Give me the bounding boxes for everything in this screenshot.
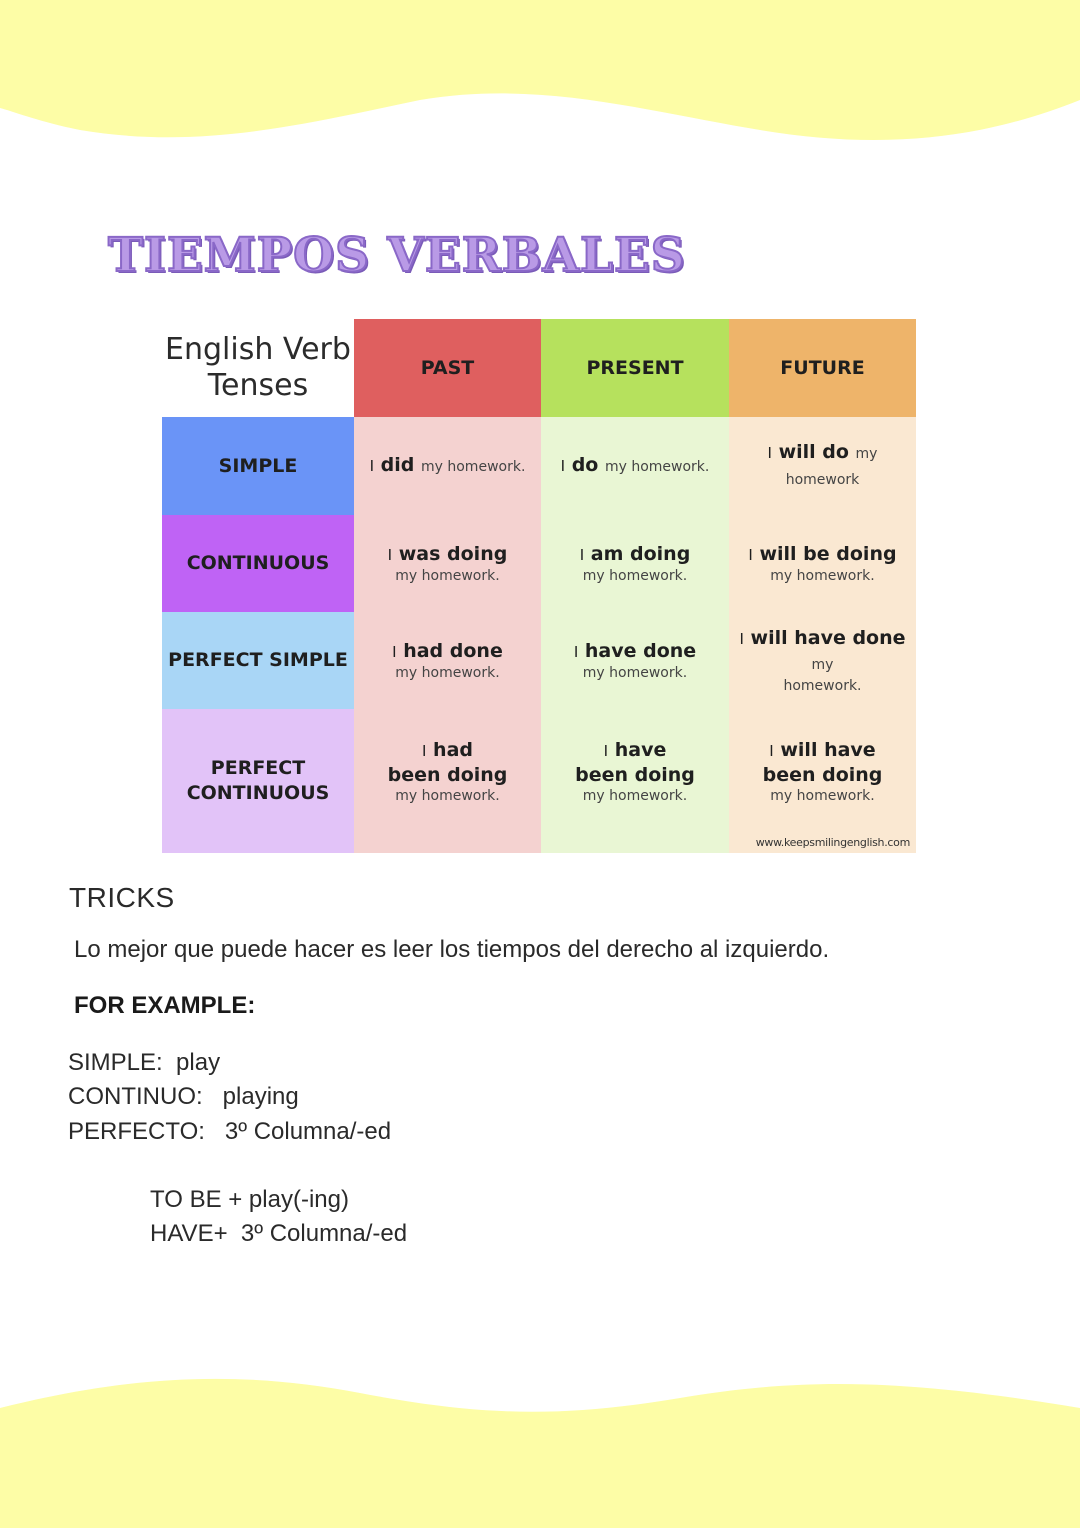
example-line-simple: SIMPLE: play [68, 1049, 221, 1076]
object: my homework. [421, 459, 526, 475]
pronoun: I [560, 457, 566, 475]
object: my homework [785, 446, 878, 488]
object: my homework. [582, 568, 688, 584]
cell-present-perfect-continuous [541, 709, 729, 853]
verb: am doing [590, 543, 691, 565]
row-header-continuous: CONTINUOUS [162, 515, 354, 612]
formula-have: HAVE+ 3º Columna/-ed [150, 1220, 408, 1247]
pronoun: I [421, 741, 427, 760]
object: my homework. [395, 665, 500, 681]
cell-present-simple [541, 417, 729, 515]
object: my homework. [395, 568, 500, 584]
cell-future-perfect-continuous [729, 709, 916, 853]
cell-future-continuous [729, 515, 916, 612]
row-label-line-2: CONTINUOUS [186, 782, 330, 804]
verb: did [380, 454, 415, 476]
pronoun: I [603, 741, 609, 760]
pronoun: I [369, 457, 375, 475]
verb: will be doing [759, 543, 897, 565]
verb: have done [584, 640, 697, 662]
row-label-line-1: PERFECT [210, 757, 306, 779]
verb-tenses-chart [162, 319, 916, 853]
tricks-heading: TRICKS [69, 882, 175, 913]
object: my homework. [582, 787, 688, 804]
object: my homework. [395, 787, 500, 804]
pronoun: I [579, 546, 585, 564]
cell-past-perfect-simple [354, 612, 541, 709]
column-header-present: PRESENT [541, 319, 729, 417]
pronoun: I [573, 643, 579, 661]
pronoun: I [748, 546, 753, 564]
cell-past-perfect-continuous [354, 709, 541, 853]
verb: will do [778, 441, 849, 463]
object: homework. [783, 678, 862, 694]
page-title: TIEMPOS VERBALES [108, 228, 686, 283]
verb-continuation: been doing [575, 763, 695, 786]
cell-past-continuous [354, 515, 541, 612]
example-heading: FOR EXAMPLE: [74, 992, 256, 1019]
object-inline: my [811, 657, 834, 673]
row-header-perfect-continuous [162, 709, 354, 853]
verb: do [571, 454, 599, 476]
pronoun: I [739, 630, 744, 648]
pronoun: I [767, 444, 772, 462]
verb: will have done [750, 627, 906, 649]
verb: was doing [398, 543, 508, 565]
formula-to-be: TO BE + play(-ing) [150, 1186, 349, 1213]
column-header-past: PAST [354, 319, 541, 417]
row-header-perfect-simple: PERFECT SIMPLE [162, 612, 354, 709]
top-wave-decoration [0, 0, 1080, 160]
row-header-simple: SIMPLE [162, 417, 354, 515]
pronoun: I [769, 741, 774, 760]
example-line-continuo: CONTINUO: playing [68, 1083, 299, 1110]
object: my homework. [770, 787, 875, 804]
pronoun: I [392, 643, 397, 661]
verb-continuation: been doing [387, 763, 508, 786]
verb: had [433, 738, 473, 761]
cell-past-simple [354, 417, 541, 515]
chart-credit: www.keepsmilingenglish.com [755, 836, 910, 849]
object: my homework. [582, 665, 688, 681]
chart-corner-title [162, 319, 354, 417]
column-header-future: FUTURE [729, 319, 916, 417]
example-line-perfecto: PERFECTO: 3º Columna/-ed [68, 1118, 392, 1145]
verb: will have [780, 738, 876, 761]
cell-future-perfect-simple [729, 612, 916, 709]
tricks-text: Lo mejor que puede hacer es leer los tiempos del derecho al izquierdo. [74, 936, 830, 963]
bottom-wave-decoration [0, 1358, 1080, 1528]
pronoun: I [387, 546, 393, 564]
cell-present-continuous [541, 515, 729, 612]
object: my homework. [604, 459, 710, 475]
verb-continuation: been doing [762, 763, 883, 786]
object: my homework. [770, 568, 875, 584]
verb: had done [403, 640, 503, 662]
cell-future-simple [729, 417, 916, 515]
corner-line-2: Tenses [207, 368, 309, 403]
corner-line-1: English Verb [165, 332, 351, 367]
cell-present-perfect-simple [541, 612, 729, 709]
verb: have [614, 738, 667, 761]
